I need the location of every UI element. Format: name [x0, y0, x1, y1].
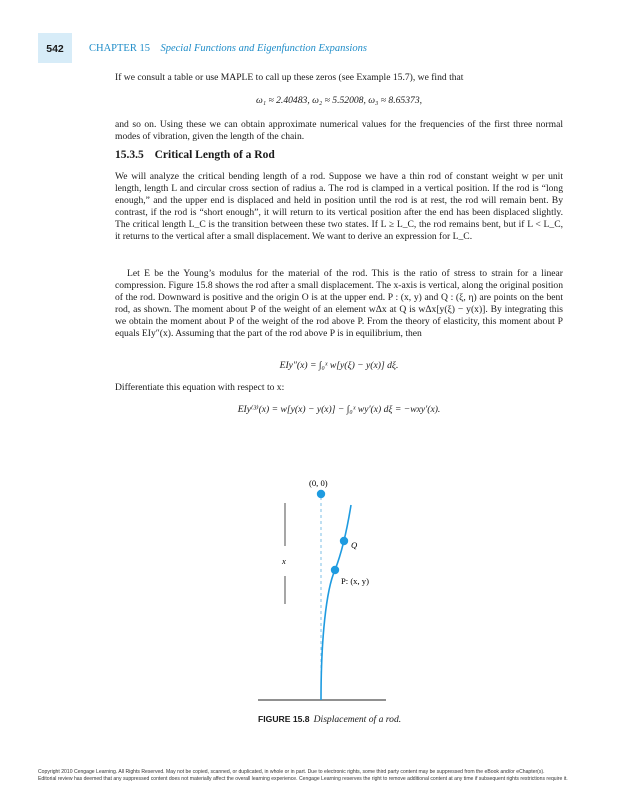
paragraph-1 [115, 171, 563, 244]
bent-rod [321, 505, 351, 700]
running-head [89, 43, 367, 54]
zeros-equation: ω₁ ≈ 2.40483, ω₂ ≈ 5.52008, ω₃ ≈ 8.65373, [255, 95, 423, 106]
page-number: 542 [46, 43, 64, 55]
equation-2: EIy⁽³⁾(x) = w[y(x) − y(x)] − ∫₀ˣ wy′(x) dξ = −wxy′(x). [237, 404, 441, 415]
section-title: Critical Length of a Rod [154, 149, 275, 161]
point-p [331, 566, 339, 574]
paragraph-2-text: Let E be the Young’s modulus for the material of the rod. This is the ratio of stress to strain for a linear compression. Figure 15.8 shows the rod after a small displacement. The x-axis is vertical, along the original position of the rod. Downward is positive and the origin O is at the upper end. P : (x, y) and Q : (ξ, η) are points on the bent rod, as shown. The moment about P of the weight of an element wΔx at Q is wΔx[y(ξ) − y(x)]. By integrating this we obtain the moment about P of the weight of the rod above P. From the theory of elasticity, this moment about P equals EIy″(x). Assuming that the part of the rod above P is in equilibrium, then [115, 268, 563, 340]
chapter-label: CHAPTER 15 [89, 43, 150, 54]
intro-text-2: and so on. Using these we can obtain approximate numerical values for the frequencies of the first three normal modes of vibration, given the length of the chain. [115, 119, 563, 143]
figure-caption [258, 713, 418, 726]
q-label: Q [351, 540, 358, 550]
footer-line-2: Editorial review has deemed that any suppressed content does not materially affect the overall learning experience. Cengage Learning reserves the right to remove additional content at any time if subsequent rights restrictions require it. [38, 776, 568, 782]
intro-continued [115, 119, 563, 143]
differentiate-line [115, 382, 563, 394]
paragraph-2 [115, 268, 563, 341]
point-q [340, 537, 348, 545]
intro-line [115, 72, 563, 84]
figure-number: FIGURE 15.8 [258, 714, 310, 724]
equation-1: EIy″(x) = ∫₀ˣ w[y(ξ) − y(x)] dξ. [279, 360, 399, 371]
differentiate-text: Differentiate this equation with respect to x: [115, 382, 285, 393]
x-label: x [282, 556, 286, 566]
chapter-title: Special Functions and Eigenfunction Expansions [160, 43, 367, 54]
intro-text: If we consult a table or use MAPLE to call up these zeros (see Example 15.7), we find that [115, 72, 464, 83]
footer-line-1: Copyright 2010 Cengage Learning. All Rights Reserved. May not be copied, scanned, or duplicated, in whole or in part. Due to electronic rights, some third party content may be suppressed from the eBook and/or eChapter(s). [38, 769, 545, 775]
section-heading [115, 149, 283, 161]
paragraph-1-text: We will analyze the critical bending length of a rod. Suppose we have a thin rod of constant weight w per unit length, length L and circular cross section of radius a. The rod is clamped in a vertical position. If the rod is “long enough,” and the upper end is displaced and held in position until the rod is at rest, the rod will remain bent. By contrast, if the rod is “short enough”, it will return to its vertical position after the end has been displaced slightly. The critical length L_C is the transition between these two states. If L ≥ L_C, the rod remains bent, but if L < L_C, it returns to the vertical after a small displacement. We want to derive an expression for L_C. [115, 171, 563, 243]
section-number: 15.3.5 [115, 149, 144, 161]
p-label: P: (x, y) [341, 576, 369, 586]
figure-caption-text: Displacement of a rod. [313, 714, 402, 725]
origin-label: (0, 0) [309, 478, 328, 488]
origin-point [317, 490, 325, 498]
